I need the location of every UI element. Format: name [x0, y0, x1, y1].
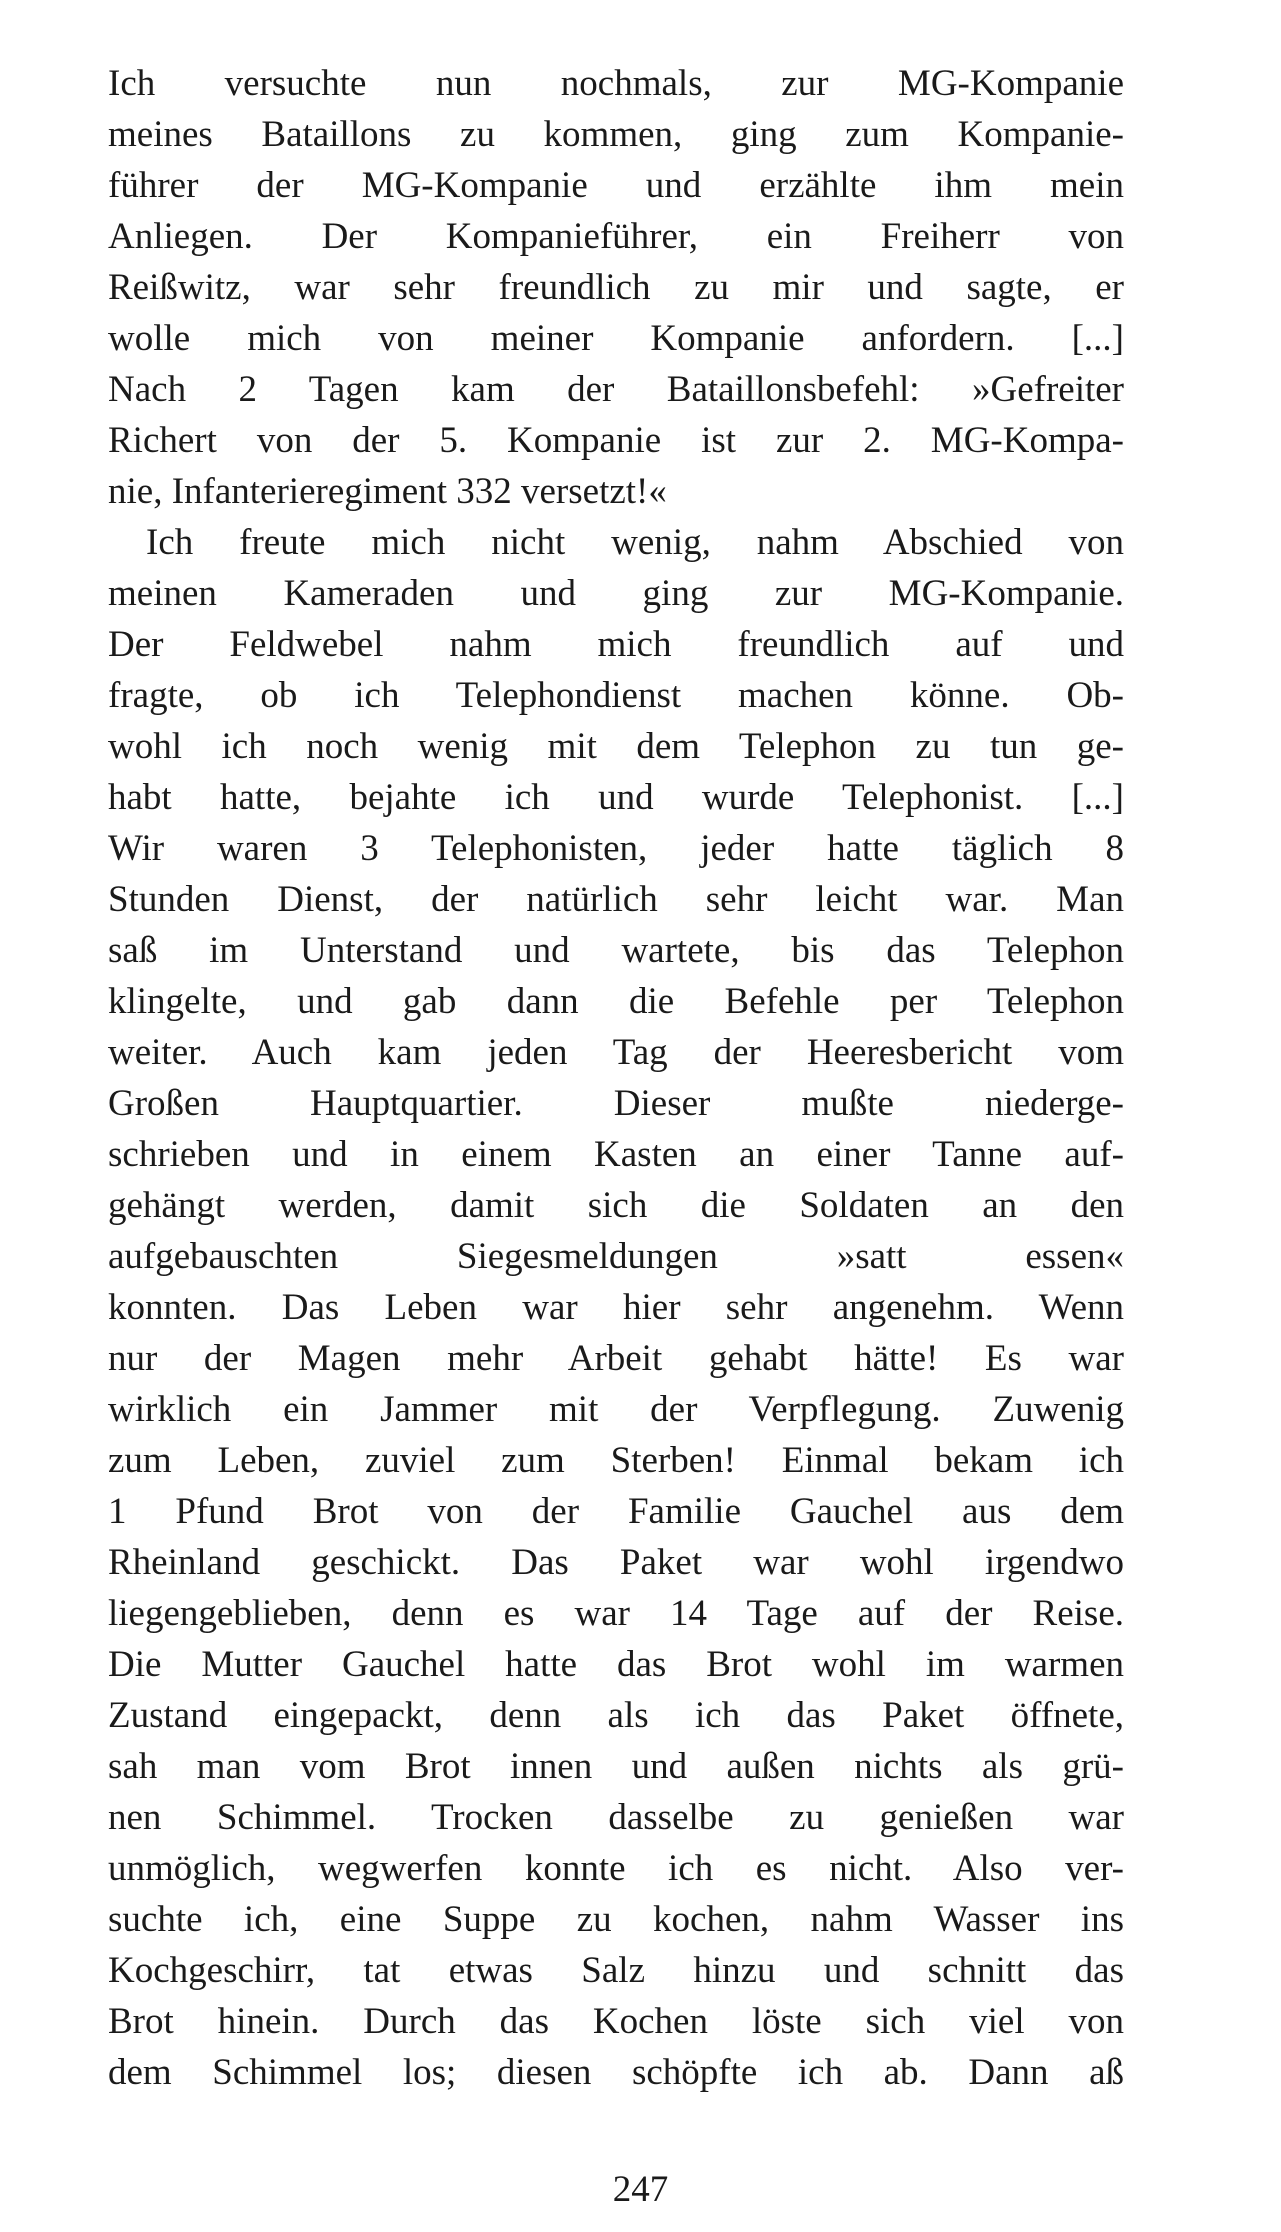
text-line: Ich versuchte nun nochmals, zur MG-Kompanie	[108, 63, 1124, 104]
text-line: gehängt werden, damit sich die Soldaten an den	[108, 1185, 1124, 1226]
text-line: unmöglich, wegwerfen konnte ich es nicht. Also ver-	[108, 1848, 1124, 1889]
text-line: Ich freute mich nicht wenig, nahm Abschied von	[146, 522, 1124, 563]
text-line: Großen Hauptquartier. Dieser mußte niederge-	[108, 1083, 1124, 1124]
text-line: Der Feldwebel nahm mich freundlich auf und	[108, 624, 1124, 665]
text-line: liegengeblieben, denn es war 14 Tage auf der Reise.	[108, 1593, 1124, 1634]
text-line: 1 Pfund Brot von der Familie Gauchel aus dem	[108, 1491, 1124, 1532]
text-line: Stunden Dienst, der natürlich sehr leicht war. Man	[108, 879, 1124, 920]
text-line: wohl ich noch wenig mit dem Telephon zu tun ge-	[108, 726, 1124, 767]
text-line: Anliegen. Der Kompanieführer, ein Freiherr von	[108, 216, 1124, 257]
text-line: wirklich ein Jammer mit der Verpflegung. Zuwenig	[108, 1389, 1124, 1430]
text-line: Rheinland geschickt. Das Paket war wohl irgendwo	[108, 1542, 1124, 1583]
text-line: saß im Unterstand und wartete, bis das Telephon	[108, 930, 1124, 971]
text-line: Brot hinein. Durch das Kochen löste sich viel von	[108, 2001, 1124, 2042]
text-line: Die Mutter Gauchel hatte das Brot wohl im warmen	[108, 1644, 1124, 1685]
text-line: weiter. Auch kam jeden Tag der Heeresbericht vom	[108, 1032, 1124, 1073]
text-line: führer der MG-Kompanie und erzählte ihm mein	[108, 165, 1124, 206]
paragraph-1	[108, 58, 1124, 517]
text-line: dem Schimmel los; diesen schöpfte ich ab. Dann aß	[108, 2052, 1124, 2093]
text-line: sah man vom Brot innen und außen nichts als grü-	[108, 1746, 1124, 1787]
text-line: meines Bataillons zu kommen, ging zum Kompanie-	[108, 114, 1124, 155]
body-text	[108, 58, 1124, 2098]
text-line: habt hatte, bejahte ich und wurde Telephonist. [...]	[108, 777, 1124, 818]
text-line: nie, Infanterieregiment 332 versetzt!«	[108, 471, 667, 512]
text-line: Reißwitz, war sehr freundlich zu mir und sagte, er	[108, 267, 1124, 308]
text-line: Richert von der 5. Kompanie ist zur 2. MG-Kompa-	[108, 420, 1124, 461]
text-line: aufgebauschten Siegesmeldungen »satt essen«	[108, 1236, 1124, 1277]
text-line: nen Schimmel. Trocken dasselbe zu genießen war	[108, 1797, 1124, 1838]
text-line: schrieben und in einem Kasten an einer Tanne auf-	[108, 1134, 1124, 1175]
text-line: Nach 2 Tagen kam der Bataillonsbefehl: »Gefreiter	[108, 369, 1124, 410]
page-number: 247	[612, 2169, 669, 2210]
text-line: zum Leben, zuviel zum Sterben! Einmal bekam ich	[108, 1440, 1124, 1481]
text-line: suchte ich, eine Suppe zu kochen, nahm Wasser ins	[108, 1899, 1124, 1940]
text-line: klingelte, und gab dann die Befehle per Telephon	[108, 981, 1124, 1022]
text-line: Zustand eingepackt, denn als ich das Paket öffnete,	[108, 1695, 1124, 1736]
text-line: konnten. Das Leben war hier sehr angenehm. Wenn	[108, 1287, 1124, 1328]
paragraph-2	[108, 517, 1124, 2098]
text-line: Wir waren 3 Telephonisten, jeder hatte täglich 8	[108, 828, 1124, 869]
text-line: nur der Magen mehr Arbeit gehabt hätte! Es war	[108, 1338, 1124, 1379]
text-line: Kochgeschirr, tat etwas Salz hinzu und schnitt das	[108, 1950, 1124, 1991]
text-line: fragte, ob ich Telephondienst machen könne. Ob-	[108, 675, 1124, 716]
text-line: meinen Kameraden und ging zur MG-Kompanie.	[108, 573, 1124, 614]
text-line: wolle mich von meiner Kompanie anfordern. [...]	[108, 318, 1124, 359]
